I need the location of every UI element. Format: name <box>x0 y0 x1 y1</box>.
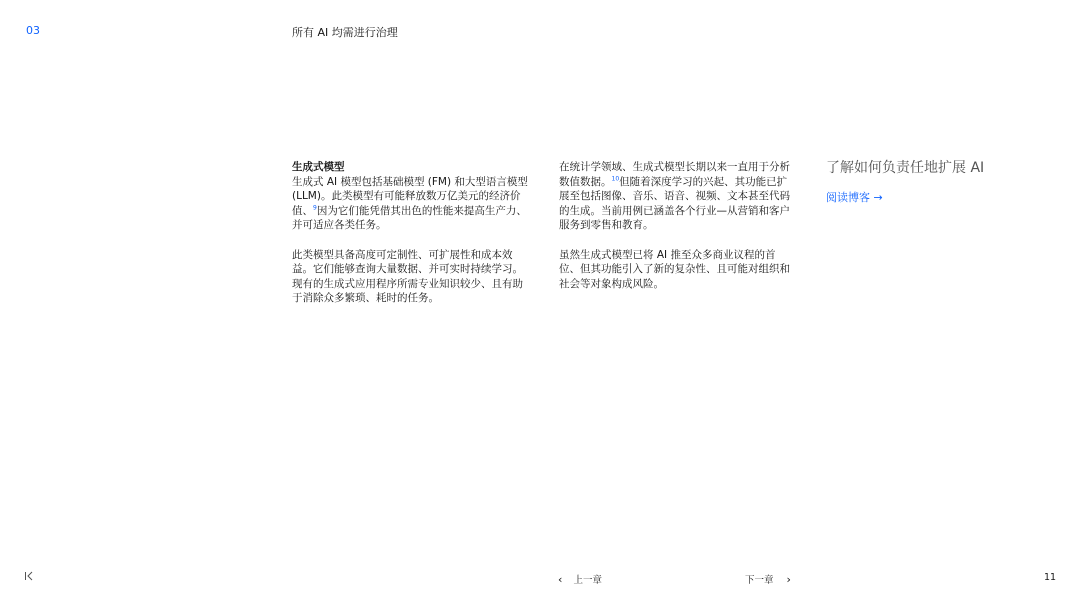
paragraph-risks: 虽然生成式模型已将 AI 推至众多商业议程的首位、但其功能引入了新的复杂性、且可能对组织和社会等对象构成风险。 <box>559 248 790 290</box>
next-chapter-button[interactable] <box>745 572 791 586</box>
paragraph-text: 因为它们能凭借其出色的性能来提高生产力、并可适应各类任务。 <box>292 204 527 232</box>
paragraph-customization: 此类模型具备高度可定制性、可扩展性和成本效益。它们能够查询大量数据、并可实时持续学习。现有的生成式应用程序所需专业知识较少、且有助于消除众多繁琐、耗时的任务。 <box>292 248 523 305</box>
chevron-right-icon: › <box>786 573 791 586</box>
chevron-left-icon: ‹ <box>558 573 563 586</box>
first-page-button[interactable] <box>24 571 34 584</box>
chapter-title: 所有 AI 均需进行治理 <box>292 26 398 39</box>
next-chapter-label: 下一章 <box>745 575 774 586</box>
page-number: 11 <box>1044 572 1057 583</box>
sidebar-title: 了解如何负责任地扩展 AI <box>826 160 985 176</box>
footnote-ref-9[interactable]: 9 <box>313 204 317 212</box>
paragraph-text: 生成式 AI 模型包括基础模型 (FM) 和大型语言模型 (LLM)。此类模型有可能释放数万亿美元的经济价值、 <box>292 175 528 217</box>
footnote-ref-10[interactable]: 10 <box>611 175 620 183</box>
column-statistics <box>559 160 791 306</box>
previous-chapter-label: 上一章 <box>573 575 602 586</box>
paragraph-text: 但随着深度学习的兴起、其功能已扩展至包括图像、音乐、语音、视频、文本甚至代码的生成。当前用例已涵盖各个行业—从营销和客户服务到零售和教育。 <box>559 175 790 232</box>
chapter-number: 03 <box>26 24 40 37</box>
section-heading: 生成式模型 <box>292 161 345 173</box>
first-page-icon <box>24 571 34 581</box>
read-blog-link[interactable]: 阅读博客 → <box>826 191 883 204</box>
paragraph-history <box>559 160 791 233</box>
paragraph-text: 在统计学领域、生成式模型长期以来一直用于分析数值数据。 <box>559 161 790 188</box>
paragraph-intro <box>292 160 528 233</box>
previous-chapter-button[interactable] <box>558 572 602 586</box>
column-generative-models <box>292 160 528 321</box>
